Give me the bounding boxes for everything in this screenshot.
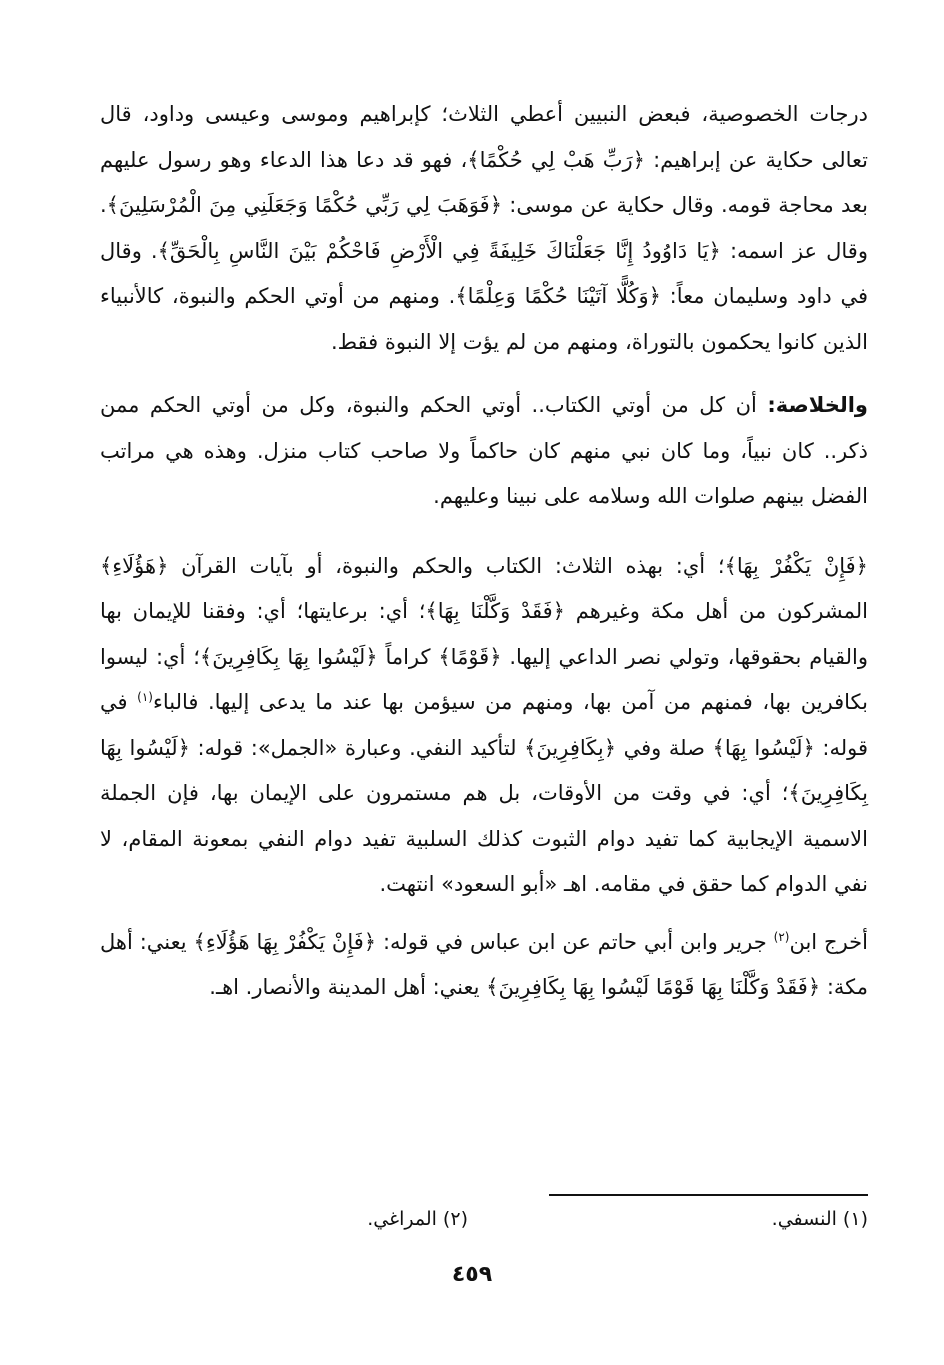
footnote-2: (٢) المراغي. <box>367 1208 468 1230</box>
summary-text: أن كل من أوتي الكتاب.. أوتي الحكم والنبوة، وكل من أوتي الحكم ممن ذكر.. كان نبياً، وما كان نبي منهم كان حاكماً ولا صاحب كتاب منزل. وهذه هي مراتب الفضل بينهم صلوات الله وسلامه على نبينا وعليهم. <box>100 393 868 508</box>
footnote-1: (١) النسفي. <box>771 1208 868 1230</box>
paragraph-3-text-a: ﴿فَإِنْ يَكْفُرْ بِهَا﴾؛ أي: بهذه الثلاث: الكتاب والحكم والنبوة، أو بآيات القرآن ﴿هَؤُلَاءِ﴾ المشركون من أهل مكة وغيرهم ﴿فَقَدْ وَكَّلْنَا بِهَا﴾؛ أي: برعايتها؛ أي: وفقنا للإيمان بها والقيام بحقوقها، وتولي نصر الداعي إليها. ﴿قَوْمًا﴾ كراماً ﴿لَيْسُوا بِهَا بِكَافِرِينَ﴾؛ أي: ليسوا بكافرين بها، فمنهم من آمن بها، ومنهم من سيؤمن بها عند ما يدعى إليها. فالباء <box>100 553 869 714</box>
footnotes <box>100 1208 868 1238</box>
footnote-ref-1: (١) <box>137 690 153 704</box>
footnote-ref-2: (٢) <box>773 929 790 944</box>
paragraph-3 <box>100 544 868 908</box>
paragraph-2 <box>100 383 868 520</box>
footnote-divider <box>549 1194 868 1196</box>
page-number: ٤٥٩ <box>451 1262 493 1287</box>
paragraph-3-text-b: في قوله: ﴿لَيْسُوا بِهَا﴾ صلة وفي ﴿بِكَافِرِينَ﴾ لتأكيد النفي. وعبارة «الجمل»: قوله: ﴿لَيْسُوا بِهَا بِكَافِرِينَ﴾؛ أي: في وقت من الأوقات، بل هم مستمرون على الإيمان بها، فإن الجملة الاسمية الإيجابية كما تفيد دوام الثبوت كذلك السلبية تفيد دوام النفي بمعونة المقام، لا نفي الدوام كما حقق في مقامه. اهـ «أبو السعود» انتهت. <box>100 690 868 896</box>
paragraph-4 <box>100 920 868 1011</box>
paragraph-4-text-b: جرير وابن أبي حاتم عن ابن عباس في قوله: ﴿فَإِنْ يَكْفُرْ بِهَا هَؤُلَاءِ﴾ يعني: أهل مكة: ﴿فَقَدْ وَكَّلْنَا بِهَا قَوْمًا لَيْسُوا بِهَا بِكَافِرِينَ﴾ يعني: أهل المدينة والأنصار. اهـ. <box>100 929 868 999</box>
paragraph-4-text-a: أخرج ابن <box>789 929 868 954</box>
paragraph-1: درجات الخصوصية، فبعض النبيين أعطي الثلاث؛ كإبراهيم وموسى وعيسى وداود، قال تعالى حكاية عن إبراهيم: ﴿رَبِّ هَبْ لِي حُكْمًا﴾، فهو قد دعا هذا الدعاء وهو رسول عليهم بعد محاجة قومه. وقال حكاية عن موسى: ﴿فَوَهَبَ لِي رَبِّي حُكْمًا وَجَعَلَنِي مِنَ الْمُرْسَلِينَ﴾. وقال عز اسمه: ﴿يَا دَاوُودُ إِنَّا جَعَلْنَاكَ خَلِيفَةً فِي الْأَرْضِ فَاحْكُمْ بَيْنَ النَّاسِ بِالْحَقِّ﴾. وقال في داود وسليمان معاً: ﴿وَكُلًّا آتَيْنَا حُكْمًا وَعِلْمًا﴾. ومنهم من أوتي الحكم والنبوة، كالأنبياء الذين كانوا يحكمون بالتوراة، ومنهم من لم يؤت إلا النبوة فقط. <box>100 102 868 354</box>
page-body <box>100 92 868 1011</box>
summary-heading: والخلاصة: <box>767 393 868 417</box>
